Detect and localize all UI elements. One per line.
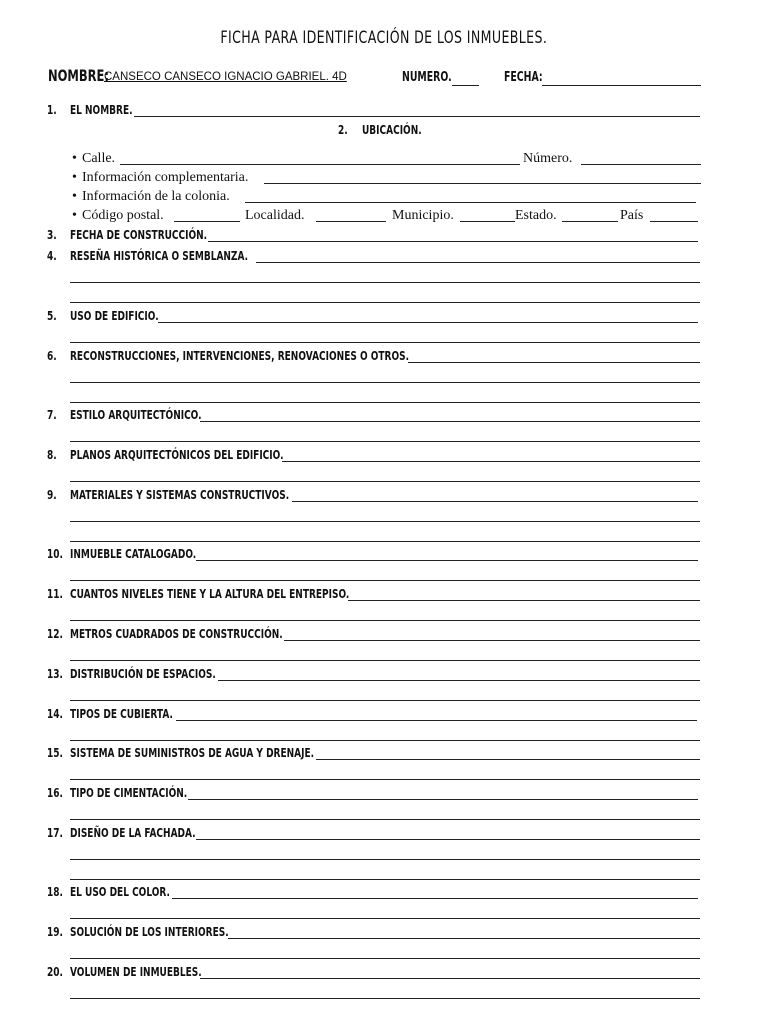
numero-field[interactable] — [452, 85, 479, 86]
form-title-text: FICHA PARA IDENTIFICACIÓN DE LOS INMUEBLES. — [220, 28, 548, 48]
numero-label: NUMERO. — [402, 70, 452, 85]
item-label: PLANOS ARQUITECTÓNICOS DEL EDIFICIO. — [70, 447, 284, 462]
item-number: 9. — [47, 487, 57, 502]
codigo-postal-label: Código postal. — [82, 208, 164, 223]
item-number: 8. — [47, 447, 57, 462]
answer-line[interactable] — [70, 620, 700, 621]
municipio-field[interactable] — [460, 221, 515, 222]
answer-line[interactable] — [348, 600, 700, 601]
fecha-label: FECHA: — [504, 70, 543, 85]
answer-line[interactable] — [200, 978, 700, 979]
answer-line[interactable] — [70, 998, 700, 999]
bullet-icon: • — [72, 170, 77, 185]
item-label: DISTRIBUCIÓN DE ESPACIOS. — [70, 666, 216, 681]
answer-line[interactable] — [218, 680, 700, 681]
info-colonia-field[interactable] — [245, 202, 696, 203]
localidad-label: Localidad. — [245, 208, 305, 223]
item-label: SOLUCIÓN DE LOS INTERIORES. — [70, 924, 229, 939]
item-label: EL NOMBRE. — [70, 102, 133, 117]
item-number: 14. — [47, 706, 63, 721]
answer-line[interactable] — [208, 241, 698, 242]
item-label: ESTILO ARQUITECTÓNICO. — [70, 407, 202, 422]
item-number: 4. — [47, 248, 57, 263]
answer-line[interactable] — [70, 521, 700, 522]
bullet-icon: • — [72, 151, 77, 166]
calle-field[interactable] — [120, 164, 520, 165]
item-number: 17. — [47, 825, 63, 840]
answer-line[interactable] — [70, 402, 700, 403]
answer-line[interactable] — [292, 501, 698, 502]
item-number: 1. — [47, 102, 57, 117]
item-label: RECONSTRUCCIONES, INTERVENCIONES, RENOVACIONES O OTROS. — [70, 348, 410, 363]
item-number: 13. — [47, 666, 63, 681]
answer-line[interactable] — [70, 541, 700, 542]
nombre-value[interactable]: CANSECO CANSECO IGNACIO GABRIEL. 4D — [104, 71, 347, 83]
answer-line[interactable] — [70, 779, 700, 780]
nombre-label: NOMBRE: — [48, 66, 110, 85]
item-label: USO DE EDIFICIO. — [70, 308, 159, 323]
item-label: METROS CUADRADOS DE CONSTRUCCIÓN. — [70, 626, 283, 641]
item-label: CUANTOS NIVELES TIENE Y LA ALTURA DEL ENTREPISO. — [70, 586, 350, 601]
answer-line[interactable] — [70, 580, 700, 581]
item-number: 6. — [47, 348, 57, 363]
answer-line[interactable] — [316, 759, 700, 760]
item-number: 7. — [47, 407, 57, 422]
codigo-postal-field[interactable] — [174, 221, 240, 222]
numero-ext-field[interactable] — [581, 164, 701, 165]
item-number: 20. — [47, 964, 63, 979]
answer-line[interactable] — [158, 322, 698, 323]
item-label: TIPOS DE CUBIERTA. — [70, 706, 173, 721]
answer-line[interactable] — [196, 839, 700, 840]
answer-line[interactable] — [282, 461, 700, 462]
item-number: 15. — [47, 745, 63, 760]
estado-field[interactable] — [562, 221, 618, 222]
localidad-field[interactable] — [316, 221, 386, 222]
ubicacion-number: 2. — [338, 122, 348, 137]
answer-line[interactable] — [70, 918, 700, 919]
answer-line[interactable] — [176, 720, 697, 721]
answer-line[interactable] — [70, 382, 700, 383]
answer-line[interactable] — [408, 362, 700, 363]
item-number: 3. — [47, 227, 57, 242]
numero-ext-label: Número. — [523, 151, 573, 166]
answer-line[interactable] — [188, 799, 698, 800]
item-label: INMUEBLE CATALOGADO. — [70, 546, 197, 561]
answer-line[interactable] — [70, 342, 700, 343]
item-label: TIPO DE CIMENTACIÓN. — [70, 785, 188, 800]
item-label: DISEÑO DE LA FACHADA. — [70, 825, 196, 840]
ubicacion-label: UBICACIÓN. — [362, 122, 422, 137]
answer-line[interactable] — [70, 441, 700, 442]
item-label: SISTEMA DE SUMINISTROS DE AGUA Y DRENAJE. — [70, 745, 315, 760]
item-label: FECHA DE CONSTRUCCIÓN. — [70, 227, 208, 242]
item-label: RESEÑA HISTÓRICA O SEMBLANZA. — [70, 248, 249, 263]
item-label: EL USO DEL COLOR. — [70, 884, 170, 899]
info-complementaria-field[interactable] — [264, 183, 701, 184]
info-colonia-label: Información de la colonia. — [82, 189, 230, 204]
item-number: 11. — [47, 586, 63, 601]
answer-line[interactable] — [172, 898, 698, 899]
answer-line[interactable] — [70, 660, 700, 661]
item-label: MATERIALES Y SISTEMAS CONSTRUCTIVOS. — [70, 487, 290, 502]
answer-line[interactable] — [200, 421, 700, 422]
estado-label: Estado. — [515, 208, 557, 223]
fecha-field[interactable] — [542, 85, 701, 86]
answer-line[interactable] — [70, 282, 700, 283]
info-complementaria-label: Información complementaria. — [82, 170, 249, 185]
bullet-icon: • — [72, 208, 77, 223]
answer-line[interactable] — [256, 262, 700, 263]
item-number: 16. — [47, 785, 63, 800]
calle-label: Calle. — [82, 151, 116, 166]
item-number: 10. — [47, 546, 63, 561]
answer-line[interactable] — [70, 740, 700, 741]
answer-line[interactable] — [70, 481, 700, 482]
answer-line[interactable] — [70, 859, 700, 860]
answer-line[interactable] — [284, 640, 700, 641]
pais-label: País — [620, 208, 644, 223]
answer-line[interactable] — [134, 116, 700, 117]
item-number: 19. — [47, 924, 63, 939]
answer-line[interactable] — [196, 560, 698, 561]
pais-field[interactable] — [650, 221, 698, 222]
item-number: 5. — [47, 308, 57, 323]
answer-line[interactable] — [70, 879, 700, 880]
item-number: 12. — [47, 626, 63, 641]
answer-line[interactable] — [70, 302, 700, 303]
answer-line[interactable] — [70, 700, 700, 701]
item-number: 18. — [47, 884, 63, 899]
answer-line[interactable] — [228, 938, 700, 939]
answer-line[interactable] — [70, 819, 700, 820]
answer-line[interactable] — [70, 958, 700, 959]
form-title — [0, 28, 768, 48]
item-label: VOLUMEN DE INMUEBLES. — [70, 964, 202, 979]
municipio-label: Municipio. — [392, 208, 454, 223]
bullet-icon: • — [72, 189, 77, 204]
